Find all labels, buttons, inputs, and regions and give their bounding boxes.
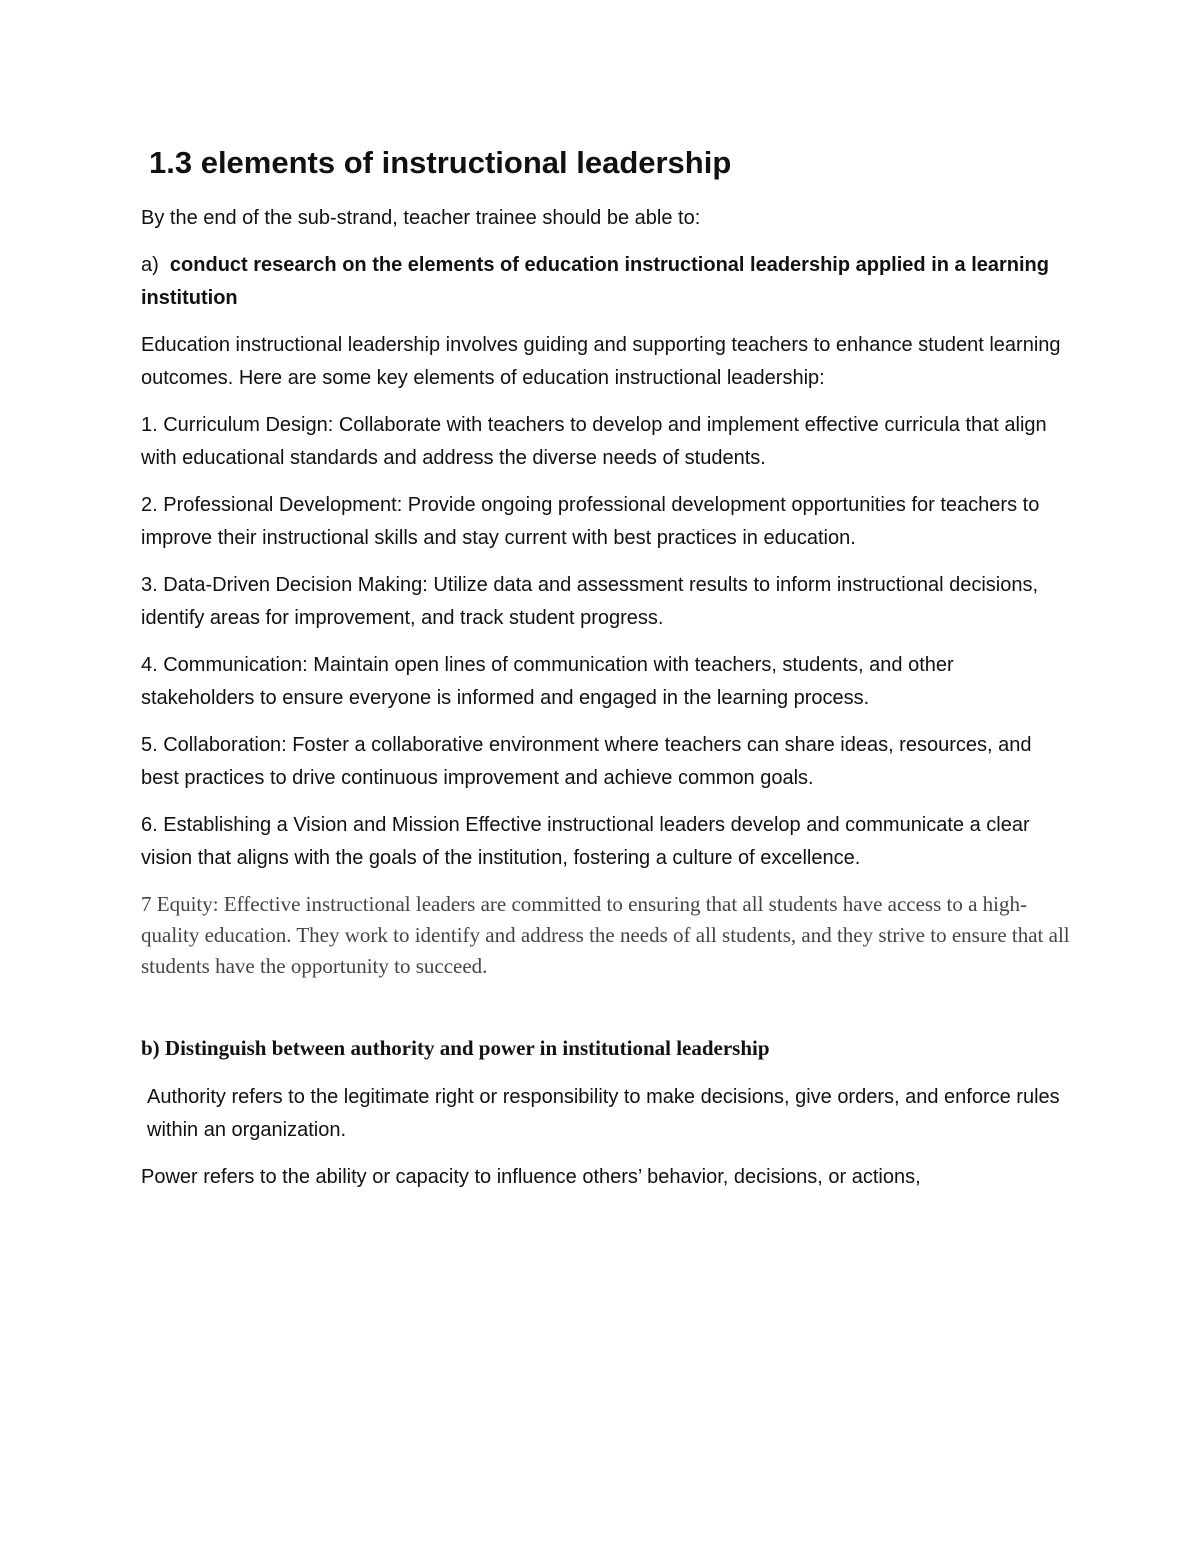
overview-text: Education instructional leadership involves guiding and supporting teachers to enhance student learning outcomes. Here are some key elements of education instructional leadership:	[141, 334, 1061, 389]
intro-text: By the end of the sub-strand, teacher trainee should be able to:	[141, 207, 701, 229]
element-item-5: 5. Collaboration: Foster a collaborative environment where teachers can share ideas, resources, and best practices to drive continuous improvement and achieve common goals.	[141, 734, 1032, 789]
section-title: 1.3 elements of instructional leadership	[149, 145, 732, 180]
element-item-2: 2. Professional Development: Provide ongoing professional development opportunities for teachers to improve their instructional skills and stay current with best practices in education.	[141, 494, 1040, 549]
element-item-4: 4. Communication: Maintain open lines of communication with teachers, students, and other stakeholders to ensure everyone is informed and engaged in the learning process.	[141, 654, 954, 709]
power-definition: Power refers to the ability or capacity to influence others’ behavior, decisions, or actions,	[141, 1166, 921, 1188]
authority-definition: Authority refers to the legitimate right or responsibility to make decisions, give orders, and enforce rules within an organization.	[147, 1086, 1060, 1141]
objective-a-prefix: a)	[141, 254, 159, 276]
element-item-7: 7 Equity: Effective instructional leaders are committed to ensuring that all students have access to a high-quality education. They work to identify and address the needs of all students, and they strive to ensure that all students have the opportunity to succeed.	[141, 892, 1070, 978]
objective-a	[141, 249, 1071, 315]
element-item-1: 1. Curriculum Design: Collaborate with teachers to develop and implement effective curricula that align with educational standards and address the diverse needs of students.	[141, 414, 1047, 469]
element-item-3: 3. Data-Driven Decision Making: Utilize data and assessment results to inform instructional decisions, identify areas for improvement, and track student progress.	[141, 574, 1039, 629]
objective-a-text: conduct research on the elements of education instructional leadership applied in a learning institution	[141, 254, 1049, 309]
document-body	[141, 138, 1071, 1208]
objective-b: b) Distinguish between authority and power in institutional leadership	[141, 1036, 770, 1060]
element-item-6: 6. Establishing a Vision and Mission Effective instructional leaders develop and communicate a clear vision that aligns with the goals of the institution, fostering a culture of excellence.	[141, 814, 1030, 869]
